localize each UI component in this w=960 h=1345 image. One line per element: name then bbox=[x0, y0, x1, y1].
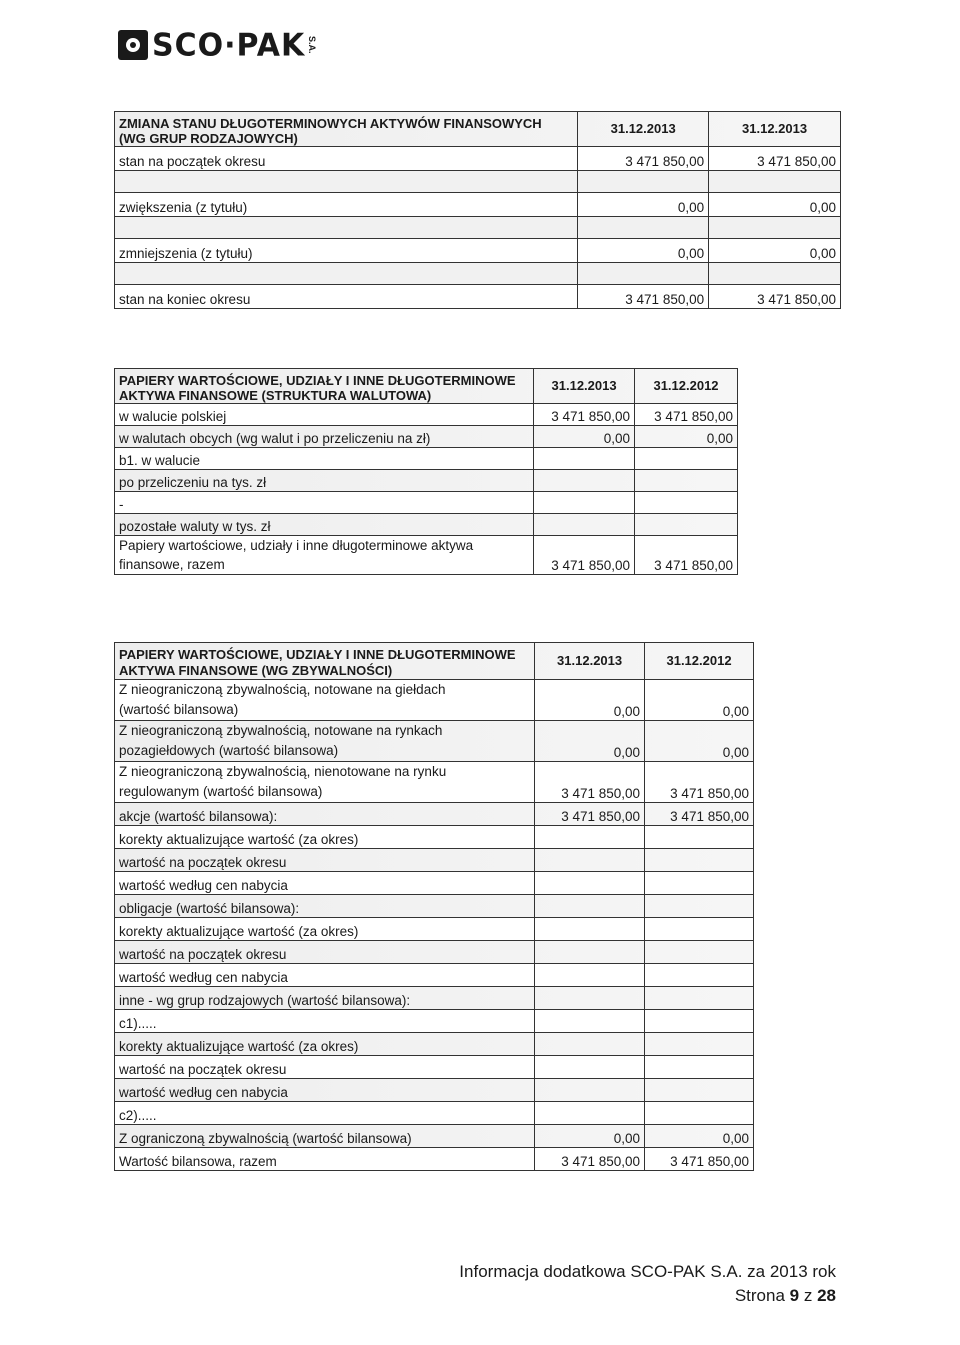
cell-value bbox=[645, 987, 754, 1010]
table-asset-changes bbox=[114, 111, 841, 309]
row-label: Wartość bilansowa, razem bbox=[115, 1148, 535, 1171]
row-label: c2)..... bbox=[115, 1102, 535, 1125]
table-row bbox=[115, 849, 754, 872]
cell-value bbox=[535, 1033, 645, 1056]
column-header-date: 31.12.2013 bbox=[535, 643, 645, 680]
row-label: w walucie polskiej bbox=[115, 404, 534, 426]
table-row bbox=[115, 426, 738, 448]
row-label: wartość według cen nabycia bbox=[115, 1079, 535, 1102]
row-label: korekty aktualizujące wartość (za okres) bbox=[115, 918, 535, 941]
row-label: wartość na początek okresu bbox=[115, 941, 535, 964]
row-label: wartość według cen nabycia bbox=[115, 872, 535, 895]
header-line: PAPIERY WARTOŚCIOWE, UDZIAŁY I INNE DŁUGOTERMINOWE bbox=[119, 373, 516, 388]
page-prefix: Strona bbox=[734, 1286, 785, 1305]
cell-value bbox=[635, 448, 738, 470]
table-row bbox=[115, 1056, 754, 1079]
logo-suffix: S.A. bbox=[307, 36, 318, 54]
row-label: Z ograniczoną zbywalnością (wartość bilansowa) bbox=[115, 1125, 535, 1148]
cell-value: 0,00 bbox=[645, 721, 754, 762]
cell-value bbox=[535, 1056, 645, 1079]
table-row bbox=[115, 514, 738, 536]
cell-value bbox=[534, 448, 635, 470]
row-label: w walutach obcych (wg walut i po przeliczeniu na zł) bbox=[115, 426, 534, 448]
cell-value bbox=[535, 872, 645, 895]
cell-value: 0,00 bbox=[635, 426, 738, 448]
cell-value bbox=[534, 470, 635, 492]
row-label: zwiększenia (z tytułu) bbox=[115, 193, 578, 217]
cell-value bbox=[645, 1033, 754, 1056]
table-row-total bbox=[115, 1148, 754, 1171]
cell-value: 0,00 bbox=[645, 680, 754, 721]
cell-value bbox=[645, 1079, 754, 1102]
table-marketability bbox=[114, 642, 754, 1171]
cell-value bbox=[535, 1079, 645, 1102]
row-label: po przeliczeniu na tys. zł bbox=[115, 470, 534, 492]
table-row bbox=[115, 1102, 754, 1125]
row-label-line: Z nieograniczoną zbywalnością, notowane na giełdach bbox=[119, 682, 446, 697]
cell-value bbox=[535, 987, 645, 1010]
table-row bbox=[115, 1010, 754, 1033]
logo-mark-icon bbox=[118, 30, 148, 60]
logo-text: SCO·PAK bbox=[152, 26, 306, 64]
cell-value: 3 471 850,00 bbox=[534, 536, 635, 575]
cell-value: 3 471 850,00 bbox=[534, 404, 635, 426]
table-row bbox=[115, 470, 738, 492]
table-header-title bbox=[115, 643, 535, 680]
cell-value: 3 471 850,00 bbox=[645, 803, 754, 826]
table-row bbox=[115, 1033, 754, 1056]
table-row-total bbox=[115, 536, 738, 575]
table-row bbox=[115, 448, 738, 470]
column-header-date: 31.12.2012 bbox=[645, 643, 754, 680]
row-label: b1. w walucie bbox=[115, 448, 534, 470]
row-label: akcje (wartość bilansowa): bbox=[115, 803, 535, 826]
row-label: wartość według cen nabycia bbox=[115, 964, 535, 987]
row-label bbox=[115, 680, 535, 721]
spacer-row bbox=[115, 171, 841, 193]
table-header-title bbox=[115, 369, 534, 404]
cell-value: 0,00 bbox=[578, 193, 709, 217]
column-header-date: 31.12.2013 bbox=[534, 369, 635, 404]
table-row bbox=[115, 721, 754, 762]
cell-value: 0,00 bbox=[534, 426, 635, 448]
cell-value bbox=[535, 941, 645, 964]
cell-value: 3 471 850,00 bbox=[535, 1148, 645, 1171]
header-line: (WG GRUP RODZAJOWYCH) bbox=[119, 131, 298, 146]
row-label: wartość na początek okresu bbox=[115, 1056, 535, 1079]
column-header-date: 31.12.2012 bbox=[635, 369, 738, 404]
table-row bbox=[115, 285, 841, 309]
row-label: inne - wg grup rodzajowych (wartość bilansowa): bbox=[115, 987, 535, 1010]
cell-value: 3 471 850,00 bbox=[645, 762, 754, 803]
row-label-line: (wartość bilansowa) bbox=[119, 702, 239, 717]
row-label-line: regulowanym (wartość bilansowa) bbox=[119, 784, 323, 799]
cell-value bbox=[645, 1056, 754, 1079]
row-label bbox=[115, 721, 535, 762]
header-line: ZMIANA STANU DŁUGOTERMINOWYCH AKTYWÓW FINANSOWYCH bbox=[119, 116, 542, 131]
cell-value: 3 471 850,00 bbox=[709, 285, 841, 309]
page-current: 9 bbox=[789, 1286, 800, 1305]
row-label-line: Z nieograniczoną zbywalnością, nienotowane na rynku bbox=[119, 764, 447, 779]
row-label-line: pozagiełdowych (wartość bilansowa) bbox=[119, 743, 339, 758]
cell-value bbox=[645, 1102, 754, 1125]
page-footer bbox=[459, 1260, 836, 1308]
cell-value bbox=[635, 470, 738, 492]
table-currency-structure bbox=[114, 368, 738, 575]
row-label: korekty aktualizujące wartość (za okres) bbox=[115, 826, 535, 849]
table-row bbox=[115, 987, 754, 1010]
table-row bbox=[115, 404, 738, 426]
header-line: AKTYWA FINANSOWE (WG ZBYWALNOŚCI) bbox=[119, 663, 393, 678]
cell-value bbox=[534, 514, 635, 536]
cell-value bbox=[645, 1010, 754, 1033]
row-label: stan na koniec okresu bbox=[115, 285, 578, 309]
cell-value: 0,00 bbox=[535, 721, 645, 762]
row-label: korekty aktualizujące wartość (za okres) bbox=[115, 1033, 535, 1056]
cell-value: 0,00 bbox=[535, 1125, 645, 1148]
page-number bbox=[459, 1284, 836, 1308]
column-header-date: 31.12.2013 bbox=[709, 112, 841, 147]
table-row bbox=[115, 803, 754, 826]
table-row bbox=[115, 964, 754, 987]
spacer-row bbox=[115, 263, 841, 285]
table-row bbox=[115, 895, 754, 918]
table-row bbox=[115, 680, 754, 721]
cell-value bbox=[645, 941, 754, 964]
table-row bbox=[115, 147, 841, 171]
table-row bbox=[115, 193, 841, 217]
header-line: AKTYWA FINANSOWE (STRUKTURA WALUTOWA) bbox=[119, 388, 432, 403]
header-line: PAPIERY WARTOŚCIOWE, UDZIAŁY I INNE DŁUGOTERMINOWE bbox=[119, 647, 516, 662]
table-row bbox=[115, 1125, 754, 1148]
cell-value bbox=[635, 514, 738, 536]
cell-value: 3 471 850,00 bbox=[535, 803, 645, 826]
row-label-line: finansowe, razem bbox=[119, 557, 225, 572]
cell-value: 0,00 bbox=[709, 239, 841, 263]
cell-value bbox=[645, 872, 754, 895]
cell-value: 0,00 bbox=[645, 1125, 754, 1148]
table-row bbox=[115, 239, 841, 263]
cell-value bbox=[534, 492, 635, 514]
cell-value: 0,00 bbox=[709, 193, 841, 217]
cell-value bbox=[535, 1102, 645, 1125]
row-label: zmniejszenia (z tytułu) bbox=[115, 239, 578, 263]
row-label: wartość na początek okresu bbox=[115, 849, 535, 872]
page-separator: z bbox=[803, 1286, 813, 1305]
table-row bbox=[115, 872, 754, 895]
row-label bbox=[115, 536, 534, 575]
row-label: stan na początek okresu bbox=[115, 147, 578, 171]
row-label: c1)..... bbox=[115, 1010, 535, 1033]
cell-value: 0,00 bbox=[535, 680, 645, 721]
cell-value bbox=[645, 826, 754, 849]
row-label: pozostałe waluty w tys. zł bbox=[115, 514, 534, 536]
table-row bbox=[115, 1079, 754, 1102]
cell-value bbox=[535, 918, 645, 941]
column-header-date: 31.12.2013 bbox=[578, 112, 709, 147]
row-label-line: Z nieograniczoną zbywalnością, notowane na rynkach bbox=[119, 723, 443, 738]
cell-value bbox=[535, 826, 645, 849]
table-row bbox=[115, 492, 738, 514]
cell-value: 3 471 850,00 bbox=[578, 285, 709, 309]
footer-title: Informacja dodatkowa SCO-PAK S.A. za 2013 rok bbox=[459, 1262, 836, 1281]
cell-value: 3 471 850,00 bbox=[635, 404, 738, 426]
table-row bbox=[115, 941, 754, 964]
cell-value bbox=[645, 895, 754, 918]
table-row bbox=[115, 762, 754, 803]
cell-value bbox=[645, 964, 754, 987]
table-header-title bbox=[115, 112, 578, 147]
row-label-line: Papiery wartościowe, udziały i inne długoterminowe aktywa bbox=[119, 538, 474, 553]
cell-value: 3 471 850,00 bbox=[645, 1148, 754, 1171]
cell-value bbox=[645, 918, 754, 941]
row-label bbox=[115, 762, 535, 803]
table-row bbox=[115, 918, 754, 941]
cell-value bbox=[535, 895, 645, 918]
page-total: 28 bbox=[817, 1286, 836, 1305]
spacer-row bbox=[115, 217, 841, 239]
cell-value bbox=[635, 492, 738, 514]
cell-value: 3 471 850,00 bbox=[578, 147, 709, 171]
cell-value bbox=[535, 964, 645, 987]
cell-value: 3 471 850,00 bbox=[709, 147, 841, 171]
cell-value bbox=[535, 849, 645, 872]
row-label: obligacje (wartość bilansowa): bbox=[115, 895, 535, 918]
cell-value bbox=[645, 849, 754, 872]
company-logo bbox=[118, 28, 317, 62]
cell-value: 3 471 850,00 bbox=[635, 536, 738, 575]
row-label: - bbox=[115, 492, 534, 514]
cell-value: 3 471 850,00 bbox=[535, 762, 645, 803]
table-row bbox=[115, 826, 754, 849]
cell-value bbox=[535, 1010, 645, 1033]
cell-value: 0,00 bbox=[578, 239, 709, 263]
